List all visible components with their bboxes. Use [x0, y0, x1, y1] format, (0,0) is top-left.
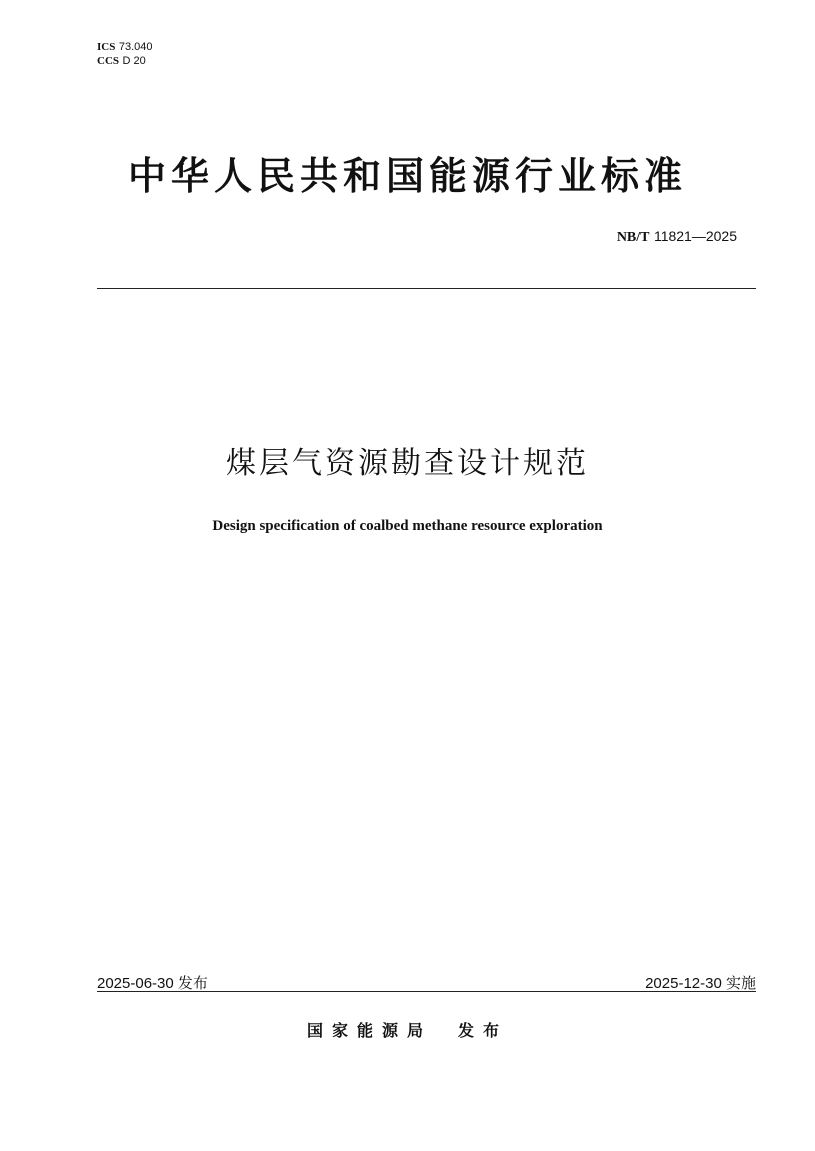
- issuing-action: 发布: [458, 1021, 509, 1040]
- ccs-label: CCS: [97, 55, 120, 67]
- ics-code: [97, 40, 153, 54]
- classification-codes: [97, 40, 153, 68]
- bottom-divider: [97, 991, 756, 992]
- standard-number-value: 11821—2025: [653, 228, 737, 244]
- issuing-organization: 国家能源局: [306, 1021, 432, 1040]
- standard-category-title: 中华人民共和国能源行业标准: [127, 154, 687, 198]
- ics-label: ICS: [97, 41, 116, 53]
- ccs-value: D 20: [122, 55, 146, 67]
- document-title-chinese: 煤层气资源勘查设计规范: [226, 446, 589, 481]
- issuer-line: [0, 1018, 815, 1041]
- top-divider: [97, 288, 756, 289]
- standard-number-prefix: NB/T: [616, 230, 650, 245]
- ics-value: 73.040: [118, 41, 153, 53]
- ccs-code: [97, 54, 153, 68]
- issue-date: 2025-06-30 发布: [97, 975, 208, 992]
- standard-number: [617, 228, 737, 246]
- document-title-english: Design specification of coalbed methane resource exploration: [212, 518, 603, 534]
- implementation-date: 2025-12-30 实施: [645, 975, 756, 992]
